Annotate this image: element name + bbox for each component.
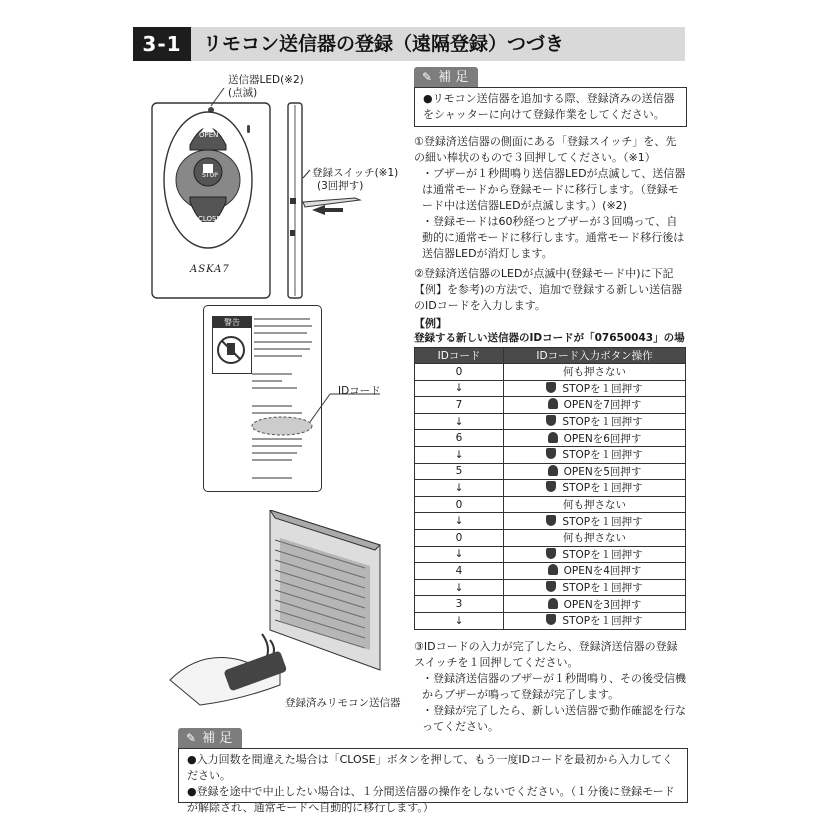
- operation-text: STOPを１回押す: [562, 548, 643, 561]
- button-operation-cell: [504, 463, 686, 480]
- remote-illustration: [140, 70, 420, 305]
- button-operation-cell: [504, 546, 686, 563]
- operation-text: STOPを１回押す: [562, 382, 643, 395]
- switch-sub-label: (3回押す): [317, 180, 364, 192]
- button-operation-cell: [504, 446, 686, 463]
- operation-text: OPENを3回押す: [563, 598, 642, 611]
- led-label: 送信器LED(※2): [228, 74, 304, 86]
- operation-text: OPENを5回押す: [563, 465, 642, 478]
- id-code-cell: ↓: [415, 546, 504, 563]
- id-code-cell: ↓: [415, 446, 504, 463]
- button-operation-cell: [504, 380, 686, 397]
- led-sub-label: (点滅): [228, 87, 258, 99]
- operation-text: STOPを１回押す: [562, 582, 643, 595]
- id-code-label: IDコード: [338, 385, 381, 397]
- pencil-icon: ✎: [186, 731, 197, 745]
- table-row: [415, 380, 686, 397]
- stop-button-icon: [546, 382, 556, 393]
- operation-text: 何も押さない: [563, 366, 626, 379]
- table-row: [415, 430, 686, 447]
- operation-text: OPENを7回押す: [563, 399, 642, 412]
- button-operation-cell: [504, 529, 686, 546]
- open-button-icon: [548, 564, 558, 575]
- stop-button-icon: [546, 415, 556, 426]
- table-row: [415, 364, 686, 381]
- open-button-icon: [548, 598, 558, 609]
- id-code-cell: ↓: [415, 612, 504, 629]
- step-1-bullet-2: ・登録モードは60秒経つとブザーが３回鳴って、自動的に通常モードに移行します。通常モード移行後は送信器LEDが消灯します。: [422, 215, 685, 260]
- id-code-cell: 4: [415, 563, 504, 580]
- supplement-top-tab: [414, 67, 478, 87]
- table-row: [415, 513, 686, 530]
- step-2: ②登録済送信器のLEDが点滅中(登録モード中)に下記【例】を参考)の方法で、追加で登録する新しい送信器のIDコードを入力します。: [414, 267, 683, 312]
- open-button-icon: [548, 432, 558, 443]
- open-button-icon: [548, 398, 558, 409]
- supplement-top-label: 補 足: [438, 70, 469, 85]
- step-3: ③IDコードの入力が完了したら、登録済送信器の登録スイッチを１回押してください。: [414, 640, 678, 669]
- table-row: [415, 397, 686, 414]
- button-operation-cell: [504, 513, 686, 530]
- table-row: [415, 563, 686, 580]
- operation-text: 何も押さない: [563, 499, 626, 512]
- table-row: [415, 463, 686, 480]
- stop-button-icon: [546, 448, 556, 459]
- supplement-bottom-tab: [178, 728, 242, 748]
- button-operation-cell: [504, 430, 686, 447]
- step-1-bullet-1: ・ブザーが１秒間鳴り送信器LEDが点滅して、送信器は通常モードから登録モードに移行します。（登録モード中は送信器LEDが点滅します。）(※2): [422, 167, 686, 212]
- open-button-label: OPEN: [199, 131, 219, 139]
- id-code-cell: ↓: [415, 579, 504, 596]
- table-row: [415, 529, 686, 546]
- table-header-code: IDコード: [415, 348, 504, 364]
- brand-logo: ASKA7: [190, 264, 230, 275]
- id-code-cell: 0: [415, 496, 504, 513]
- id-code-table: [414, 347, 686, 630]
- operation-text: OPENを4回押す: [563, 565, 642, 578]
- table-row: [415, 496, 686, 513]
- table-row: [415, 546, 686, 563]
- stop-button-icon: [546, 614, 556, 625]
- id-code-cell: 7: [415, 397, 504, 414]
- stop-button-icon: [546, 481, 556, 492]
- id-code-cell: 0: [415, 364, 504, 381]
- table-row: [415, 596, 686, 613]
- button-operation-cell: [504, 496, 686, 513]
- button-operation-cell: [504, 364, 686, 381]
- id-code-cell: 6: [415, 430, 504, 447]
- button-operation-cell: [504, 413, 686, 430]
- operation-text: STOPを１回押す: [562, 449, 643, 462]
- operation-text: STOPを１回押す: [562, 615, 643, 628]
- warning-icon: [213, 328, 249, 368]
- supplement-bottom-line-1: ●入力回数を間違えた場合は「CLOSE」ボタンを押して、もう一度IDコードを最初から入力してください。: [187, 753, 674, 782]
- id-code-cell: 3: [415, 596, 504, 613]
- button-operation-cell: [504, 579, 686, 596]
- id-code-cell: ↓: [415, 480, 504, 497]
- button-operation-cell: [504, 480, 686, 497]
- warning-icon-box: [212, 316, 252, 374]
- operation-text: STOPを１回押す: [562, 416, 643, 429]
- supplement-bottom-label: 補 足: [202, 731, 233, 746]
- id-code-cell: ↓: [415, 413, 504, 430]
- pencil-icon: ✎: [422, 70, 433, 84]
- id-code-cell: ↓: [415, 380, 504, 397]
- switch-label: 登録スイッチ(※1): [312, 167, 399, 179]
- id-code-cell: 5: [415, 463, 504, 480]
- supplement-top-box: [414, 87, 687, 127]
- stop-button-icon: [546, 515, 556, 526]
- supplement-top-text: ●リモコン送信器を追加する際、登録済みの送信器をシャッターに向けて登録作業をしてください。: [423, 92, 675, 121]
- stop-button-icon: [546, 548, 556, 559]
- step-3-bullet-1: ・登録済送信器のブザーが１秒間鳴り、その後受信機からブザーが鳴って登録が完了します。: [422, 672, 686, 701]
- table-row: [415, 612, 686, 629]
- table-row: [415, 413, 686, 430]
- button-operation-cell: [504, 612, 686, 629]
- step-3-bullet-2: ・登録が完了したら、新しい送信器で動作確認を行なってください。: [422, 704, 686, 733]
- registered-remote-label: 登録済みリモコン送信器: [285, 697, 401, 709]
- operation-text: OPENを6回押す: [563, 432, 642, 445]
- shutter-illustration: [160, 510, 400, 710]
- id-code-cell: 0: [415, 529, 504, 546]
- stop-button-label: STOP: [202, 172, 218, 179]
- section-number: 3-1: [133, 27, 191, 61]
- button-operation-cell: [504, 596, 686, 613]
- stop-button-icon: [546, 581, 556, 592]
- supplement-bottom-box: [178, 748, 688, 814]
- example-label: 【例】: [414, 317, 447, 330]
- operation-text: STOPを１回押す: [562, 482, 643, 495]
- button-operation-cell: [504, 397, 686, 414]
- operation-text: STOPを１回押す: [562, 515, 643, 528]
- table-row: [415, 480, 686, 497]
- operation-text: 何も押さない: [563, 532, 626, 545]
- warning-label: 警告: [213, 317, 251, 328]
- button-operation-cell: [504, 563, 686, 580]
- close-button-label: CLOSE: [198, 215, 221, 223]
- id-code-cell: ↓: [415, 513, 504, 530]
- example-description: 登録する新しい送信器のIDコードが「07650043」の場: [414, 332, 685, 344]
- table-row: [415, 579, 686, 596]
- table-header-op: IDコード入力ボタン操作: [504, 348, 686, 364]
- page-title: リモコン送信器の登録（遠隔登録）つづき: [203, 33, 565, 55]
- table-row: [415, 446, 686, 463]
- step-1: ①登録済送信器の側面にある「登録スイッチ」を、先の細い棒状のもので３回押してください。（※1）: [414, 135, 677, 164]
- open-button-icon: [548, 465, 558, 476]
- supplement-bottom-line-2: ●登録を途中で中止したい場合は、１分間送信器の操作をしないでください。（１分後に登録モードが解除され、通常モードへ自動的に移行します。）: [187, 785, 675, 814]
